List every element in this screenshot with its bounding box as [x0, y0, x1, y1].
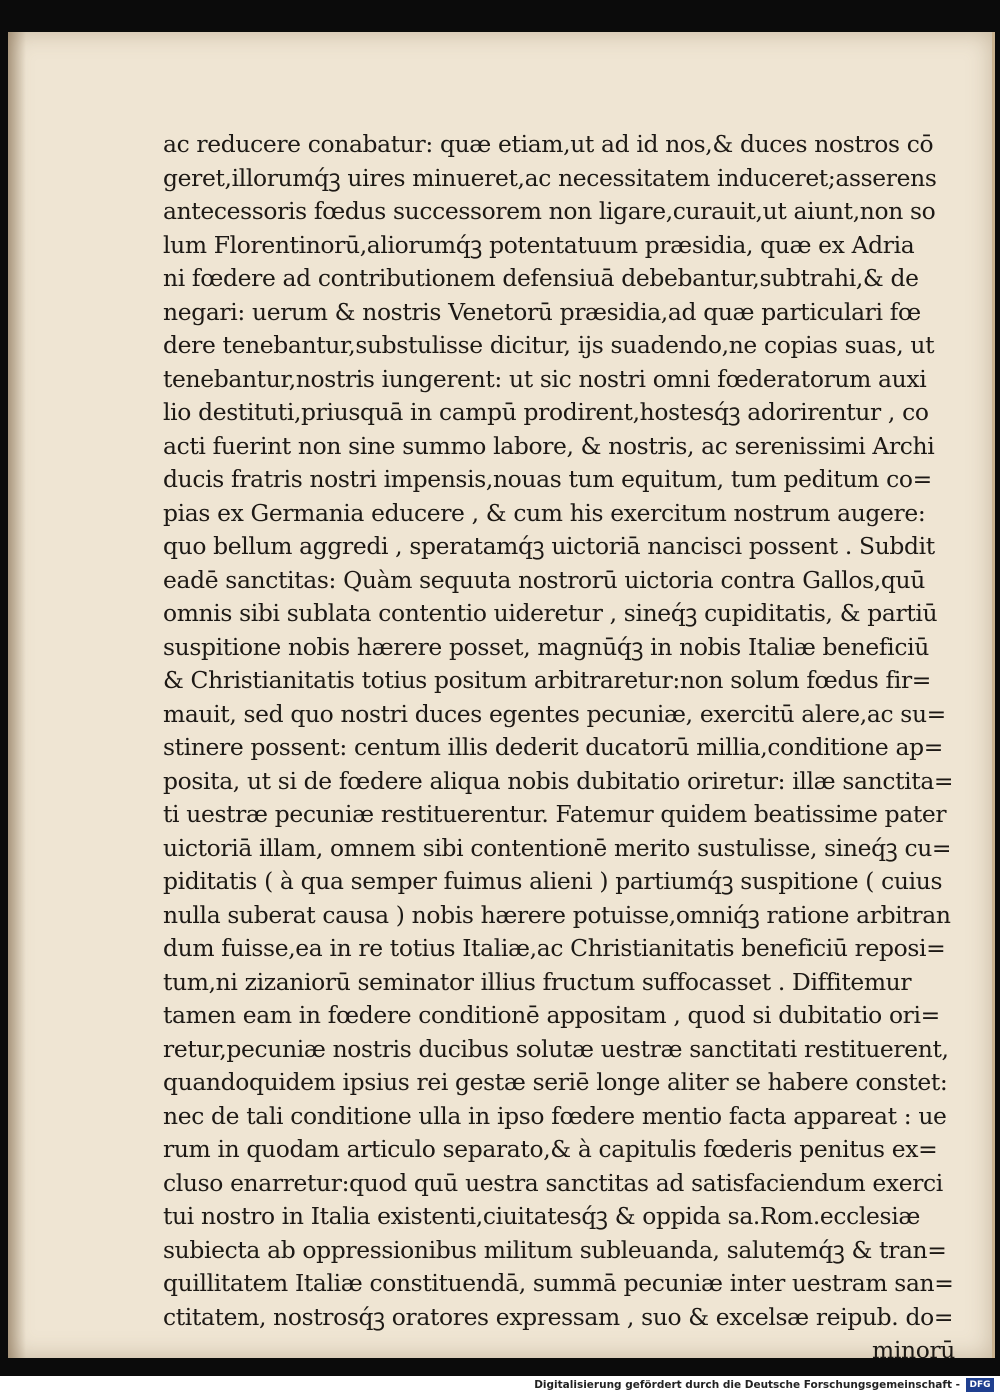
text-line: nec de tali conditione ulla in ipso fœdere mentio facta appareat : ue [163, 1101, 947, 1130]
text-line: tenebantur,nostris iungerent: ut sic nostri omni fœderatorum auxi [163, 364, 927, 393]
text-line: pias ex Germania educere , & cum his exercitum nostrum augere: [163, 498, 926, 527]
text-line: & Christianitatis totius positum arbitraretur:non solum fœdus fir= [163, 666, 932, 694]
text-line: subiecta ab oppressionibus militum subleuanda, salutemq́ꝫ & tran= [163, 1235, 947, 1264]
text-line: tamen eam in fœdere conditionē appositam , quod si dubitatio ori= [163, 1001, 940, 1029]
text-line: quo bellum aggredi , speratamq́ꝫ uictoriā nancisci possent . Subdit [163, 532, 935, 560]
text-line: nulla suberat causa ) nobis hærere potuisse,omniq́ꝫ ratione arbitran [163, 900, 951, 929]
text-line: ducis fratris nostri impensis,nouas tum equitum, tum peditum co= [163, 465, 932, 493]
funding-credit: Digitalisierung gefördert durch die Deutsche Forschungsgemeinschaft - [534, 1379, 960, 1391]
text-line: quandoquidem ipsius rei gestæ seriē longe aliter se habere constet: [163, 1068, 948, 1096]
text-line: ctitatem, nostrosq́ꝫ oratores expressam , suo & excelsæ reipub. do= [163, 1302, 954, 1331]
text-line: quillitatem Italiæ constituendā, summā pecuniæ inter uestram san= [163, 1269, 954, 1297]
dfg-logo: DFG [966, 1378, 994, 1392]
text-line: eadē sanctitas: Quàm sequuta nostrorū uictoria contra Gallos,quū [163, 565, 925, 594]
body-text [163, 128, 963, 1368]
text-line: posita, ut si de fœdere aliqua nobis dubitatio oriretur: illæ sanctita= [163, 766, 954, 795]
text-line: suspitione nobis hærere posset, magnūq́ꝫ in nobis Italiæ beneficiū [163, 632, 929, 661]
text-line: uictoriā illam, omnem sibi contentionē merito sustulisse, sineq́ꝫ cu= [163, 833, 952, 862]
text-line: cluso enarretur:quod quū uestra sanctitas ad satisfaciendum exerci [163, 1168, 943, 1197]
text-line: geret,illorumq́ꝫ uires minueret,ac necessitatem induceret;asserens [163, 163, 937, 192]
text-line: ac reducere conabatur: quæ etiam,ut ad id nos,& duces nostros cō [163, 130, 934, 158]
book-page [8, 32, 995, 1364]
text-line: ni fœdere ad contributionem defensiuā debebantur,subtrahi,& de [163, 264, 919, 292]
text-line: antecessoris fœdus successorem non ligare,curauit,ut aiunt,non so [163, 197, 936, 225]
text-line: dum fuisse,ea in re totius Italiæ,ac Christianitatis beneficiū reposi= [163, 934, 946, 962]
text-line: negari: uerum & nostris Venetorū præsidia,ad quæ particulari fœ [163, 297, 921, 326]
footer-bar [0, 1376, 1000, 1396]
text-line: omnis sibi sublata contentio uideretur , sineq́ꝫ cupiditatis, & partiū [163, 599, 938, 627]
text-line: tum,ni zizaniorū seminator illius fructum suffocasset . Diffitemur [163, 967, 912, 996]
text-line: rum in quodam articulo separato,& à capitulis fœderis penitus ex= [163, 1135, 938, 1163]
text-line: stinere possent: centum illis dederit ducatorū millia,conditione ap= [163, 733, 943, 761]
text-line: piditatis ( à qua semper fuimus alieni ) partiumq́ꝫ suspitione ( cuius [163, 867, 943, 895]
text-line: lio destituti,priusquā in campū prodirent,hostesq́ꝫ adorirentur , co [163, 398, 929, 426]
text-line: tui nostro in Italia existenti,ciuitatesq́ꝫ & oppida sa.Rom.ecclesiæ [163, 1202, 920, 1230]
text-line: minorū [872, 1336, 955, 1364]
text-line: lum Florentinorū,aliorumq́ꝫ potentatuum præsidia, quæ ex Adria [163, 230, 915, 259]
text-line: ti uestræ pecuniæ restituerentur. Fatemur quidem beatissime pater [163, 800, 947, 828]
text-line: acti fuerint non sine summo labore, & nostris, ac serenissimi Archi [163, 431, 935, 460]
text-line: retur,pecuniæ nostris ducibus solutæ uestræ sanctitati restituerent, [163, 1034, 949, 1063]
text-line: dere tenebantur,substulisse dicitur, ijs suadendo,ne copias suas, ut [163, 331, 935, 359]
text-line: mauit, sed quo nostri duces egentes pecuniæ, exercitū alere,ac su= [163, 699, 946, 728]
